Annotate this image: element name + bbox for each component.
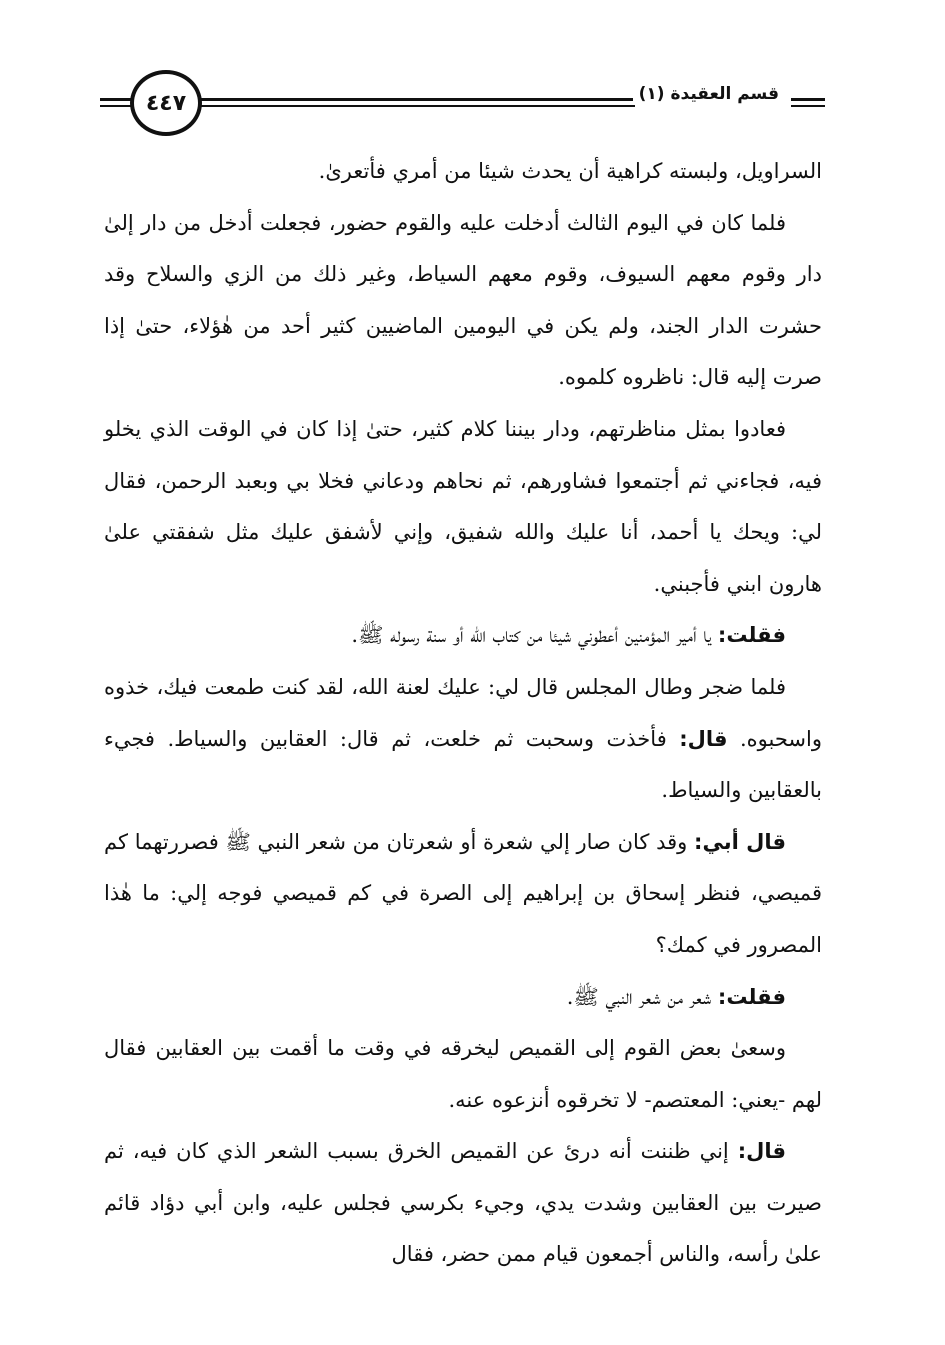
header-rule-right (791, 98, 825, 107)
paragraph-lead: قال: (679, 726, 728, 751)
running-title: قسم العقيدة (١) (633, 84, 785, 104)
page-header (100, 70, 825, 140)
body-text (104, 146, 822, 1281)
paragraph-lead: فقلت: (717, 984, 786, 1009)
paragraph-lead: فقلت: (717, 623, 786, 648)
paragraph-lead: قال: (737, 1139, 786, 1164)
paragraph-text: شعر من شعر النبي ﷺ. (566, 984, 712, 1009)
paragraph-lead: قال أبي: (694, 829, 786, 854)
paragraph-7 (104, 972, 822, 1024)
header-rule-middle (200, 98, 635, 107)
paragraph-text: السراويل، ولبسته كراهية أن يحدث شيئا من أمري فأتعرىٰ. (318, 159, 822, 183)
paragraph-text: يا أمير المؤمنين أعطوني شيئا من كتاب الله أو سنة رسوله ﷺ. (351, 623, 712, 648)
paragraph-2 (104, 198, 822, 404)
paragraph-6 (104, 817, 822, 972)
paragraph-text: فعادوا بمثل مناظرتهم، ودار بيننا كلام كثير، حتىٰ إذا كان في الوقت الذي يخلو فيه، فجاءني ثم أجتمعوا فشاورهم، ثم نحاهم ودعاني فخلا بي وبعبد الرحمن، فقال لي: ويحك يا أحمد، أنا عليك والله شفيق، وإني لأشفق عليك مثل شفقتي علىٰ هارون ابني فأجبني. (104, 416, 822, 596)
paragraph-9 (104, 1126, 822, 1281)
paragraph-text: وقد كان صار إلي شعرة أو شعرتان من شعر النبي ﷺ فصررتهما كم قميصي، فنظر إسحاق بن إبراهيم إلى الصرة في كم قميصي فوجه إلي: ما هٰذا المصرور في كمك؟ (104, 829, 822, 957)
paragraph-8 (104, 1023, 822, 1126)
paragraph-text: إني ظننت أنه درئ عن القميص الخرق بسبب الشعر الذي كان فيه، ثم صيرت بين العقابين وشدت يدي، وجيء بكرسي فجلس عليه، وابن أبي دؤاد قائم علىٰ رأسه، والناس أجمعون قيام ممن حضر، فقال (104, 1139, 822, 1267)
paragraph-text: فلما كان في اليوم الثالث أدخلت عليه والقوم حضور، فجعلت أدخل من دار إلىٰ دار وقوم معهم السيوف، وقوم معهم السياط، وغير ذلك من الزي والسلاح وقد حشرت الدار الجند، ولم يكن في اليومين الماضيين كثير أحد من هٰؤلاء، حتىٰ إذا صرت إليه قال: ناظروه كلموه. (104, 210, 822, 390)
page-number: ٤٤٧ (130, 70, 202, 136)
header-rule-left (100, 98, 132, 107)
paragraph-5 (104, 662, 822, 817)
paragraph-text: وسعىٰ بعض القوم إلى القميص ليخرقه في وقت ما أقمت بين العقابين فقال لهم -يعني: المعتصم- لا تخرقوه أنزعوه عنه. (104, 1036, 822, 1112)
paragraph-text: فأخذت وسحبت ثم خلعت، ثم قال: العقابين والسياط. فجيء بالعقابين والسياط. (104, 726, 822, 803)
paragraph-text: فلما ضجر وطال المجلس قال لي: عليك لعنة الله، لقد كنت طمعت فيك، خذوه واسحبوه. (104, 674, 822, 751)
paragraph-1 (104, 146, 822, 198)
paragraph-4 (104, 610, 822, 662)
paragraph-3 (104, 404, 822, 610)
